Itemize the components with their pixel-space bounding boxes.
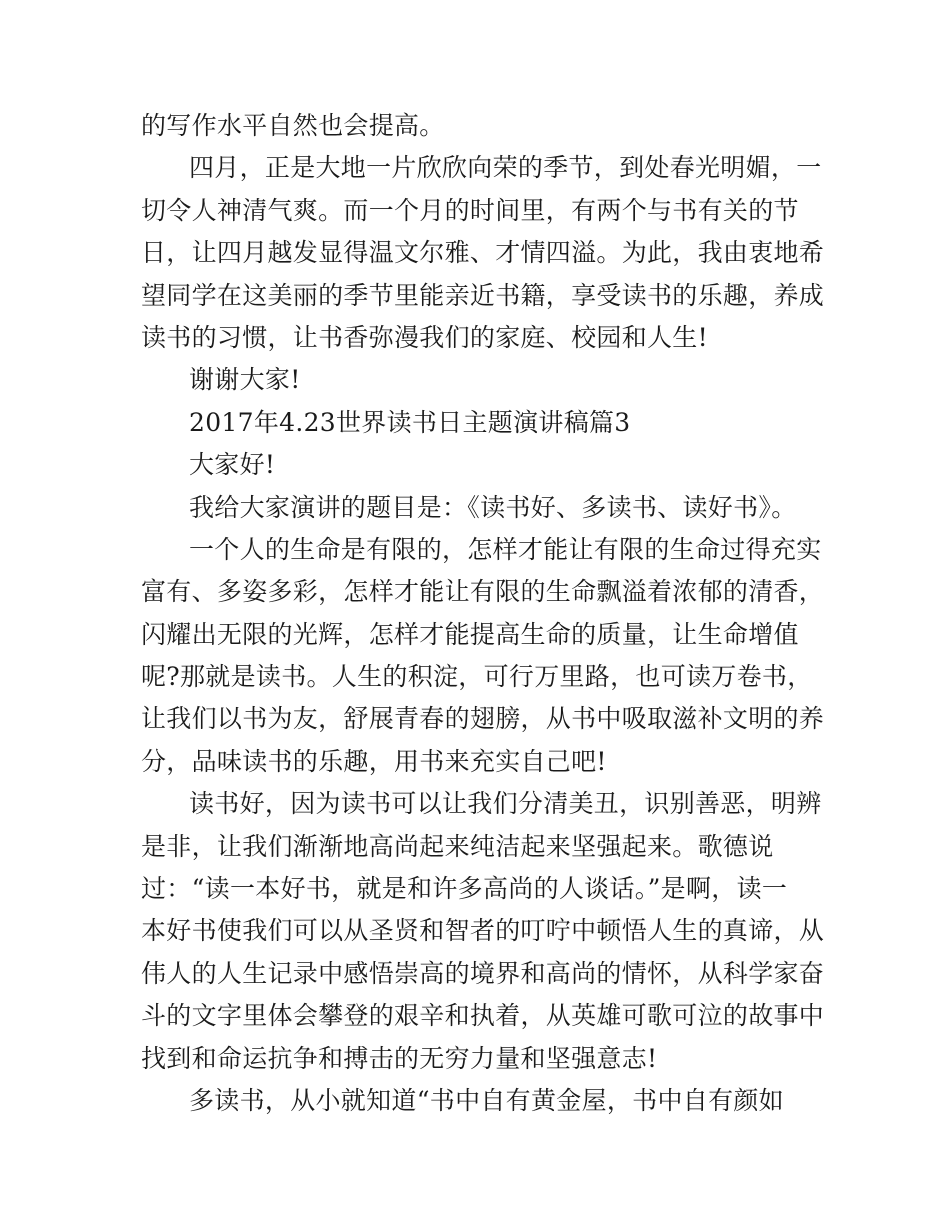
text-line: 望同学在这美丽的季节里能亲近书籍，享受读书的乐趣，养成 (141, 280, 825, 310)
text-line: 的写作水平自然也会提高。 (141, 111, 445, 140)
text-line: 过：“读一本好书，就是和许多高尚的人谈话。”是啊，读一 (141, 874, 788, 904)
text-line: 一个人的生命是有限的，怎样才能让有限的生命过得充实 (189, 534, 822, 564)
section-heading: 2017年4.23世界读书日主题演讲稿篇3 (189, 407, 631, 437)
text-line: 富有、多姿多彩，怎样才能让有限的生命飘溢着浓郁的清香， (141, 577, 825, 607)
text-line: 日，让四月越发显得温文尔雅、才情四溢。为此，我由衷地希 (141, 238, 825, 268)
text-line: 呢?那就是读书。人生的积淀，可行万里路，也可读万卷书， (141, 662, 813, 692)
text-line: 斗的文字里体会攀登的艰辛和执着，从英雄可歌可泣的故事中 (141, 1001, 825, 1031)
text-line: 大家好! (189, 450, 276, 480)
text-line: 伟人的人生记录中感悟崇高的境界和高尚的情怀，从科学家奋 (141, 958, 825, 988)
text-line: 切令人神清气爽。而一个月的时间里，有两个与书有关的节 (141, 195, 799, 225)
text-line: 是非，让我们渐渐地高尚起来纯洁起来坚强起来。歌德说 (141, 831, 774, 861)
text-line: 让我们以书为友，舒展青春的翅膀，从书中吸取滋补文明的养 (141, 704, 825, 734)
text-line: 谢谢大家! (189, 365, 301, 395)
text-line: 读书的习惯，让书香弥漫我们的家庭、校园和人生! (141, 322, 708, 352)
text-line: 多读书，从小就知道“书中自有黄金屋，书中自有颜如 (189, 1085, 784, 1115)
document-body (141, 105, 825, 1122)
text-line: 本好书使我们可以从圣贤和智者的叮咛中顿悟人生的真谛，从 (141, 916, 825, 946)
text-line: 读书好，因为读书可以让我们分清美丑，识别善恶，明辨 (189, 789, 822, 819)
text-line: 闪耀出无限的光辉，怎样才能提高生命的质量，让生命增值 (141, 619, 799, 649)
text-line: 分，品味读书的乐趣，用书来充实自己吧! (141, 746, 607, 776)
text-line: 我给大家演讲的题目是：《读书好、多读书、读好书》。 (189, 492, 797, 522)
text-line: 找到和命运抗争和搏击的无穷力量和坚强意志! (141, 1043, 658, 1073)
text-line: 四月，正是大地一片欣欣向荣的季节，到处春光明媚，一 (189, 153, 822, 183)
